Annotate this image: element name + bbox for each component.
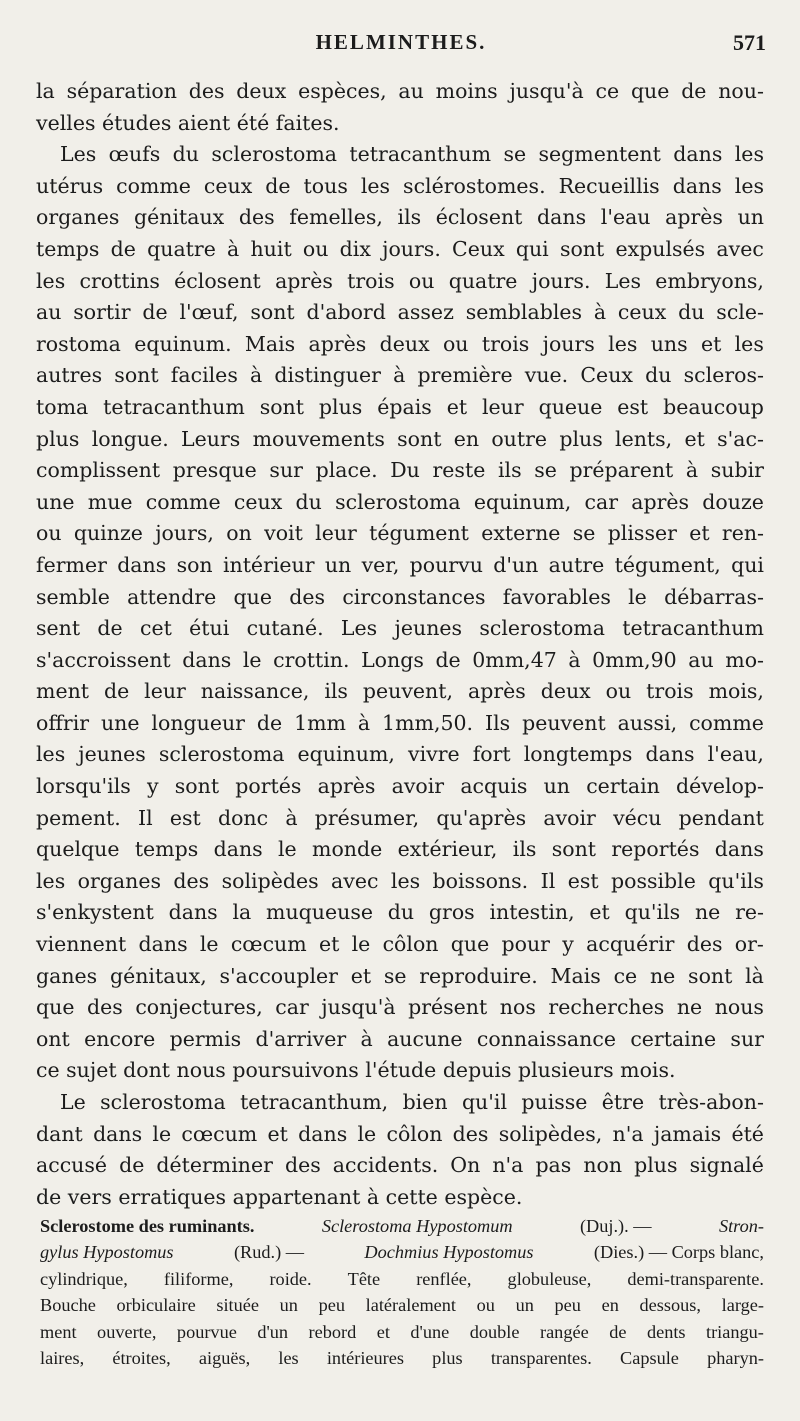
text-line: plus longue. Leurs mouvements sont en outre plus lents, et s'ac- [36, 426, 764, 451]
text-line: accusé de déterminer des accidents. On n'a pas non plus signalé [36, 1153, 764, 1178]
text-line: offrir une longueur de 1mm à 1mm,50. Ils peuvent aussi, comme [36, 710, 764, 735]
footnote-text: (Rud.) — [233, 1242, 305, 1263]
text-line: une mue comme ceux du sclerostoma equinum, car après douze [36, 489, 764, 514]
text-line: s'enkystent dans la muqueuse du gros intestin, et qu'ils ne re- [36, 900, 764, 925]
text-line: s'accroissent dans le crottin. Longs de 0mm,47 à 0mm,90 au mo- [36, 647, 764, 672]
text-line: toma tetracanthum sont plus épais et leur queue est beaucoup [36, 394, 764, 419]
footnote-heading: Sclerostome des ruminants. [40, 1216, 255, 1236]
body-text [36, 76, 764, 1213]
text-line: temps de quatre à huit ou dix jours. Ceux qui sont expulsés avec [36, 236, 764, 261]
text-line: utérus comme ceux de tous les sclérostomes. Recueillis dans les [36, 173, 764, 198]
species-name: Sclerostoma Hypostomum [321, 1216, 513, 1236]
text-line: velles études aient été faites. [36, 110, 340, 135]
footnote-text: (Dies.) — Corps blanc, [593, 1242, 764, 1263]
species-name: gylus Hypostomus [40, 1242, 174, 1263]
footnote-text: (Duj.). — [579, 1216, 652, 1236]
running-title: HELMINTHES. [315, 30, 487, 54]
text-line: les organes des solipèdes avec les boissons. Il est possible qu'ils [36, 868, 764, 893]
footnote-line: Bouche orbiculaire située un peu latéralement ou un peu en dessous, large- [40, 1295, 764, 1316]
footnote-line [40, 1213, 764, 1239]
text-line: fermer dans son intérieur un ver, pourvu d'un autre tégument, qui [36, 552, 764, 577]
text-line: Le sclerostoma tetracanthum, bien qu'il puisse être très-abon- [60, 1090, 764, 1114]
footnote [40, 1213, 764, 1371]
page-number: 571 [733, 30, 766, 55]
text-line: dant dans le cœcum et dans le côlon des solipèdes, n'a jamais été [36, 1121, 764, 1146]
text-line: pement. Il est donc à présumer, qu'après avoir vécu pendant [36, 805, 764, 830]
text-line: rostoma equinum. Mais après deux ou trois jours les uns et les [36, 331, 764, 356]
text-line: ou quinze jours, on voit leur tégument externe se plisser et ren- [36, 521, 764, 546]
text-line: que des conjectures, car jusqu'à présent nos recherches ne nous [36, 995, 764, 1020]
text-line: Les œufs du sclerostoma tetracanthum se segmentent dans les [60, 142, 764, 167]
text-line: ment de leur naissance, ils peuvent, après deux ou trois mois, [36, 679, 764, 704]
species-name: Dochmius Hypostomus [364, 1242, 534, 1263]
text-line: ce sujet dont nous poursuivons l'étude depuis plusieurs mois. [36, 1058, 676, 1083]
text-line: viennent dans le cœcum et le côlon que pour y acquérir des or- [36, 932, 764, 957]
footnote-line: laires, étroites, aiguës, les intérieures plus transparentes. Capsule pharyn- [40, 1347, 764, 1368]
text-line: lorsqu'ils y sont portés après avoir acquis un certain dévelop- [36, 774, 764, 799]
text-line: de vers erratiques appartenant à cette espèce. [36, 1184, 523, 1209]
text-line: semble attendre que des circonstances favorables le débarras- [36, 584, 764, 609]
text-line: ganes génitaux, s'accoupler et se reproduire. Mais ce ne sont là [36, 963, 764, 988]
footnote-line [40, 1239, 764, 1265]
text-line: les jeunes sclerostoma equinum, vivre fort longtemps dans l'eau, [36, 742, 764, 767]
text-line: ont encore permis d'arriver à aucune connaissance certaine sur [36, 1026, 764, 1051]
species-name: Stron- [718, 1216, 764, 1236]
footnote-divider [70, 1205, 760, 1206]
footnote-line: ment ouverte, pourvue d'un rebord et d'une double rangée de dents triangu- [40, 1321, 764, 1342]
text-line: sent de cet étui cutané. Les jeunes sclerostoma tetracanthum [36, 616, 764, 641]
text-line: au sortir de l'œuf, sont d'abord assez semblables à ceux du scle- [36, 300, 764, 325]
text-line: les crottins éclosent après trois ou quatre jours. Les embryons, [36, 268, 764, 293]
text-line: quelque temps dans le monde extérieur, ils sont reportés dans [36, 837, 764, 862]
text-line: la séparation des deux espèces, au moins jusqu'à ce que de nou- [36, 79, 764, 103]
text-line: autres sont faciles à distinguer à première vue. Ceux du scleros- [36, 363, 764, 388]
text-line: complissent presque sur place. Du reste ils se préparent à subir [36, 458, 764, 483]
text-line: organes génitaux des femelles, ils éclosent dans l'eau après un [36, 205, 764, 230]
footnote-line: cylindrique, filiforme, roide. Tête renflée, globuleuse, demi-transparente. [40, 1268, 764, 1289]
page-header [36, 30, 766, 62]
